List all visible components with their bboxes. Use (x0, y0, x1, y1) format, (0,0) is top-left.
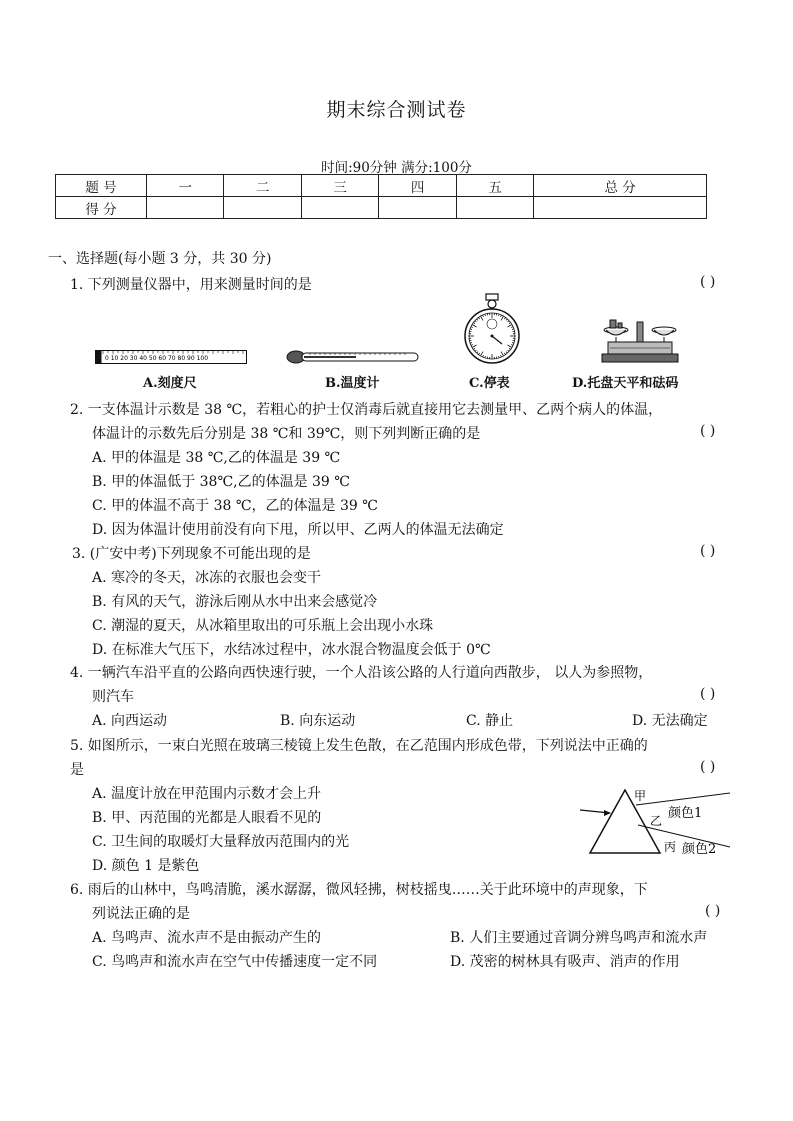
q6-option-b[interactable]: B. 人们主要通过音调分辨鸟鸣声和流水声 (450, 930, 708, 946)
q4-answer-paren[interactable]: ( ) (700, 686, 716, 702)
section-heading: 一、选择题(每小题 3 分，共 30 分) (48, 251, 272, 267)
q5-answer-paren[interactable]: ( ) (700, 759, 716, 775)
q6-answer-paren[interactable]: ( ) (705, 903, 721, 919)
score-table (55, 174, 707, 219)
score-header-cell: 四 (379, 175, 456, 197)
q6-stem-line1: 6. 雨后的山林中，鸟鸣清脆，溪水潺潺，微风轻拂，树枝摇曳……关于此环境中的声现象，下 (70, 882, 648, 898)
score-header-cell: 总 分 (534, 175, 707, 197)
q2-option-d[interactable]: D. 因为体温计使用前没有向下甩，所以甲、乙两人的体温无法确定 (92, 522, 504, 538)
q4-option-b[interactable]: B. 向东运动 (280, 713, 356, 729)
score-input-cell[interactable] (147, 197, 224, 219)
q2-answer-paren[interactable]: ( ) (700, 423, 716, 439)
stopwatch-icon (462, 294, 522, 366)
label-color2: 颜色2 (682, 842, 717, 857)
page-title: 期末综合测试卷 (326, 99, 467, 121)
score-input-cell[interactable] (301, 197, 378, 219)
exam-time-and-score: 时间:90分钟 满分:100分 (321, 160, 472, 176)
q4-stem-line1: 4. 一辆汽车沿平直的公路向西快速行驶，一个人沿该公路的人行道向西散步， 以人为参照物， (70, 665, 653, 681)
ruler-icon (95, 350, 247, 364)
score-input-cell[interactable] (534, 197, 707, 219)
q3-stem: 3. (广安中考)下列现象不可能出现的是 (72, 546, 311, 562)
q2-stem-line1: 2. 一支体温计示数是 38 ℃，若粗心的护士仅消毒后就直接用它去测量甲、乙两个病人的体温， (70, 402, 663, 418)
label-yi: 乙 (650, 814, 663, 828)
thermometer-icon (286, 350, 420, 364)
q1-answer-paren[interactable]: ( ) (700, 274, 716, 290)
ruler-scale-text: 0 10 20 30 40 50 60 70 80 90 100 (105, 355, 209, 362)
score-header-cell: 二 (224, 175, 301, 197)
score-header-cell: 五 (456, 175, 533, 197)
balance-scale-icon (600, 310, 680, 366)
q3-option-d[interactable]: D. 在标准大气压下，水结冰过程中，冰水混合物温度会低于 0℃ (92, 642, 491, 658)
q4-option-c[interactable]: C. 静止 (466, 713, 514, 729)
q6-option-c[interactable]: C. 鸟鸣声和流水声在空气中传播速度一定不同 (92, 954, 378, 970)
q4-option-d[interactable]: D. 无法确定 (632, 713, 708, 729)
q5-option-c[interactable]: C. 卫生间的取暖灯大量释放丙范围内的光 (92, 834, 350, 850)
label-color1: 颜色1 (668, 806, 703, 821)
score-row-label: 得 分 (56, 197, 147, 219)
q4-stem-line2: 则汽车 (92, 689, 134, 705)
score-input-cell[interactable] (379, 197, 456, 219)
q3-option-c[interactable]: C. 潮湿的夏天，从冰箱里取出的可乐瓶上会出现小水珠 (92, 618, 434, 634)
q1-option-a-label: A.刻度尺 (143, 376, 197, 391)
score-input-cell[interactable] (224, 197, 301, 219)
q5-stem-line2: 是 (70, 762, 84, 778)
q2-option-a[interactable]: A. 甲的体温是 38 ℃,乙的体温是 39 ℃ (92, 450, 341, 466)
score-header-cell: 题 号 (56, 175, 147, 197)
q2-option-b[interactable]: B. 甲的体温低于 38℃,乙的体温是 39 ℃ (92, 474, 350, 490)
q6-stem-line2: 列说法正确的是 (92, 906, 190, 922)
q3-option-b[interactable]: B. 有风的天气，游泳后刚从水中出来会感觉冷 (92, 594, 378, 610)
prism-dispersion-diagram (580, 785, 740, 860)
q2-stem-line2: 体温计的示数先后分别是 38 ℃和 39℃，则下列判断正确的是 (92, 426, 481, 442)
q2-option-c[interactable]: C. 甲的体温不高于 38 ℃，乙的体温是 39 ℃ (92, 498, 378, 514)
score-table-header-row (56, 175, 707, 197)
q4-option-a[interactable]: A. 向西运动 (92, 713, 168, 729)
label-bing: 丙 (664, 840, 677, 854)
q6-option-a[interactable]: A. 鸟鸣声、流水声不是由振动产生的 (92, 930, 322, 946)
score-input-cell[interactable] (456, 197, 533, 219)
q1-option-c-label: C.停表 (469, 376, 510, 391)
refracted-ray-top (636, 793, 730, 805)
q5-option-d[interactable]: D. 颜色 1 是紫色 (92, 858, 200, 874)
q1-stem: 1. 下列测量仪器中，用来测量时间的是 (70, 277, 312, 293)
q1-option-b-label: B.温度计 (325, 376, 380, 391)
q1-option-d-label: D.托盘天平和砝码 (572, 376, 679, 391)
q5-stem-line1: 5. 如图所示，一束白光照在玻璃三棱镜上发生色散，在乙范围内形成色带，下列说法中正确的 (70, 738, 648, 754)
q6-option-d[interactable]: D. 茂密的树林具有吸声、消声的作用 (450, 954, 680, 970)
q3-answer-paren[interactable]: ( ) (700, 543, 716, 559)
q3-option-a[interactable]: A. 寒冷的冬天，冰冻的衣服也会变干 (92, 570, 322, 586)
q5-option-b[interactable]: B. 甲、丙范围的光都是人眼看不见的 (92, 810, 322, 826)
score-header-cell: 三 (301, 175, 378, 197)
score-table-score-row (56, 197, 707, 219)
q5-option-a[interactable]: A. 温度计放在甲范围内示数才会上升 (92, 786, 322, 802)
score-header-cell: 一 (147, 175, 224, 197)
label-jia: 甲 (634, 789, 647, 803)
